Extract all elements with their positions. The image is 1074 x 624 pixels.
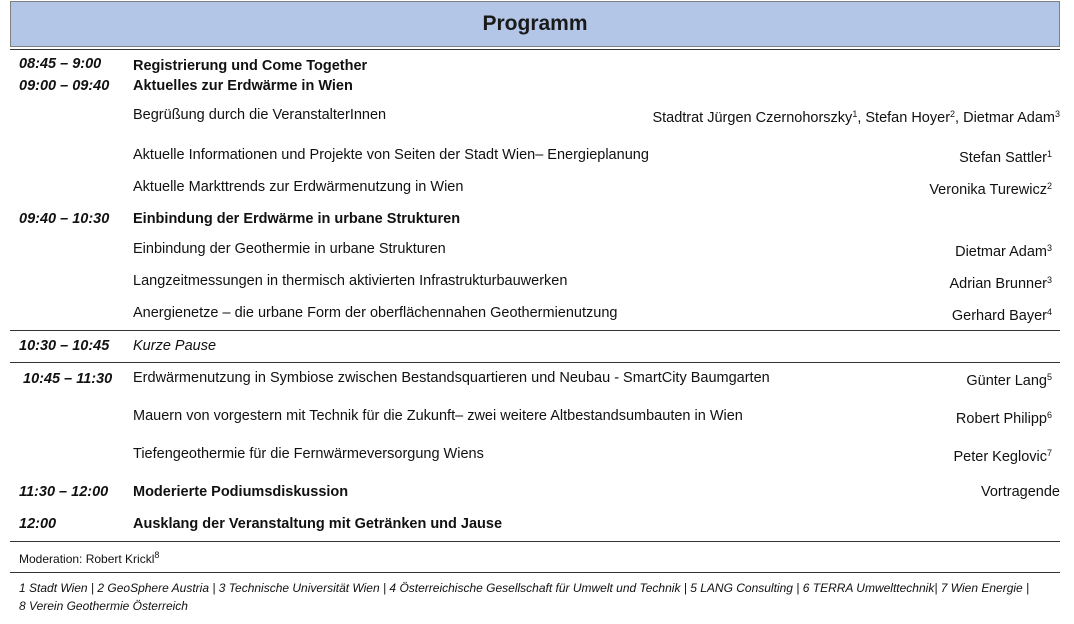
divider	[10, 362, 1060, 363]
affiliation-ref: 5	[1046, 372, 1052, 382]
talk-title: Einbindung der Geothermie in urbane Strukturen	[133, 241, 446, 257]
affiliation-ref: 1	[1046, 149, 1052, 159]
talk-speaker	[955, 243, 1052, 261]
affiliation-ref: 4	[1046, 307, 1052, 317]
affiliation-ref: 3	[1054, 109, 1060, 119]
speaker-name: Gerhard Bayer	[951, 308, 1047, 324]
talk-title: Aktuelle Markttrends zur Erdwärmenutzung in Wien	[133, 179, 464, 195]
talk-speaker	[952, 307, 1052, 325]
program-header	[10, 1, 1060, 47]
speaker-name: Stefan Sattler	[959, 150, 1047, 166]
speaker-name: Dietmar Adam	[955, 244, 1047, 260]
divider	[10, 541, 1060, 542]
talk-speaker	[966, 372, 1052, 390]
footnote-line: 1 Stadt Wien | 2 GeoSphere Austria | 3 Technische Universität Wien | 4 Österreichische Gesellschaft für Umwelt und Technik | 5 LANG Consulting | 6 TERRA Umwelttechnik| 7 Wien Energie |	[19, 581, 1030, 595]
talk-speaker	[953, 448, 1052, 466]
affiliation-ref: 8	[154, 550, 160, 560]
page-title: Programm	[482, 12, 588, 35]
session-title: Moderierte Podiumsdiskussion	[133, 484, 349, 500]
talk-speaker: Vortragende	[980, 484, 1060, 500]
speaker-name: Stefan Hoyer	[865, 110, 951, 126]
talk-speakers: Stadtrat Jürgen Czernohorszky$^1$, Stefan Hoyer$^2$, Dietmar Adam$^3$	[652, 109, 1060, 126]
talk-title: Anergienetze – die urbane Form der oberflächennahen Geothermienutzung	[133, 305, 618, 321]
divider	[10, 49, 1060, 50]
affiliation-ref: 7	[1046, 448, 1052, 458]
talk-title: Langzeitmessungen in thermisch aktivierten Infrastrukturbauwerken	[133, 273, 568, 289]
talk-title: Erdwärmenutzung in Symbiose zwischen Bestandsquartieren und Neubau - SmartCity Baumgarten	[133, 370, 770, 386]
session-time: 12:00	[19, 516, 57, 532]
speaker-name: Adrian Brunner	[949, 276, 1047, 292]
session-time: 09:00 – 09:40	[19, 78, 110, 94]
talk-title: Begrüßung durch die VeranstalterInnen	[133, 107, 387, 123]
footnote-line: 8 Verein Geothermie Österreich	[19, 599, 188, 613]
moderation-label: Moderation: Robert Krickl	[19, 552, 155, 566]
talk-speaker	[959, 149, 1052, 167]
speaker-name: Robert Philipp	[955, 411, 1047, 427]
session-title: Ausklang der Veranstaltung mit Getränken und Jause	[133, 516, 503, 532]
session-title: Einbindung der Erdwärme in urbane Strukturen	[133, 211, 461, 227]
session-time: 11:30 – 12:00	[19, 484, 109, 500]
divider	[10, 572, 1060, 573]
talk-speaker	[956, 410, 1052, 428]
affiliation-ref: 3	[1046, 243, 1052, 253]
speaker-name: Stadtrat Jürgen Czernohorszky	[652, 110, 853, 126]
session-title: Kurze Pause	[133, 338, 217, 354]
speaker-name: Veronika Turewicz	[929, 182, 1047, 198]
session-title: Registrierung und Come Together	[133, 58, 368, 74]
talk-title: Mauern von vorgestern mit Technik für die Zukunft– zwei weitere Altbestandsumbauten in Wien	[133, 408, 743, 424]
affiliation-ref: 2	[950, 109, 956, 119]
affiliation-ref: 3	[1046, 275, 1052, 285]
affiliation-ref: 2	[1046, 181, 1052, 191]
affiliation-ref: 6	[1046, 410, 1052, 420]
moderation-note	[19, 550, 159, 568]
speaker-name: Dietmar Adam	[963, 110, 1055, 126]
session-time: 08:45 – 9:00	[19, 56, 102, 72]
session-time: 10:30 – 10:45	[19, 338, 110, 354]
session-title: Aktuelles zur Erdwärme in Wien	[133, 78, 353, 94]
session-time: 10:45 – 11:30	[23, 371, 113, 387]
affiliation-ref: 1	[852, 109, 858, 119]
session-time: 09:40 – 10:30	[19, 211, 110, 227]
speaker-name: Peter Keglovic	[953, 449, 1047, 465]
speaker-name: Günter Lang	[966, 373, 1047, 389]
talk-speaker	[929, 181, 1052, 199]
talk-title: Tiefengeothermie für die Fernwärmeversorgung Wiens	[133, 446, 484, 462]
talk-title: Aktuelle Informationen und Projekte von Seiten der Stadt Wien– Energieplanung	[133, 147, 649, 163]
talk-speaker	[949, 275, 1052, 293]
divider	[10, 330, 1060, 331]
